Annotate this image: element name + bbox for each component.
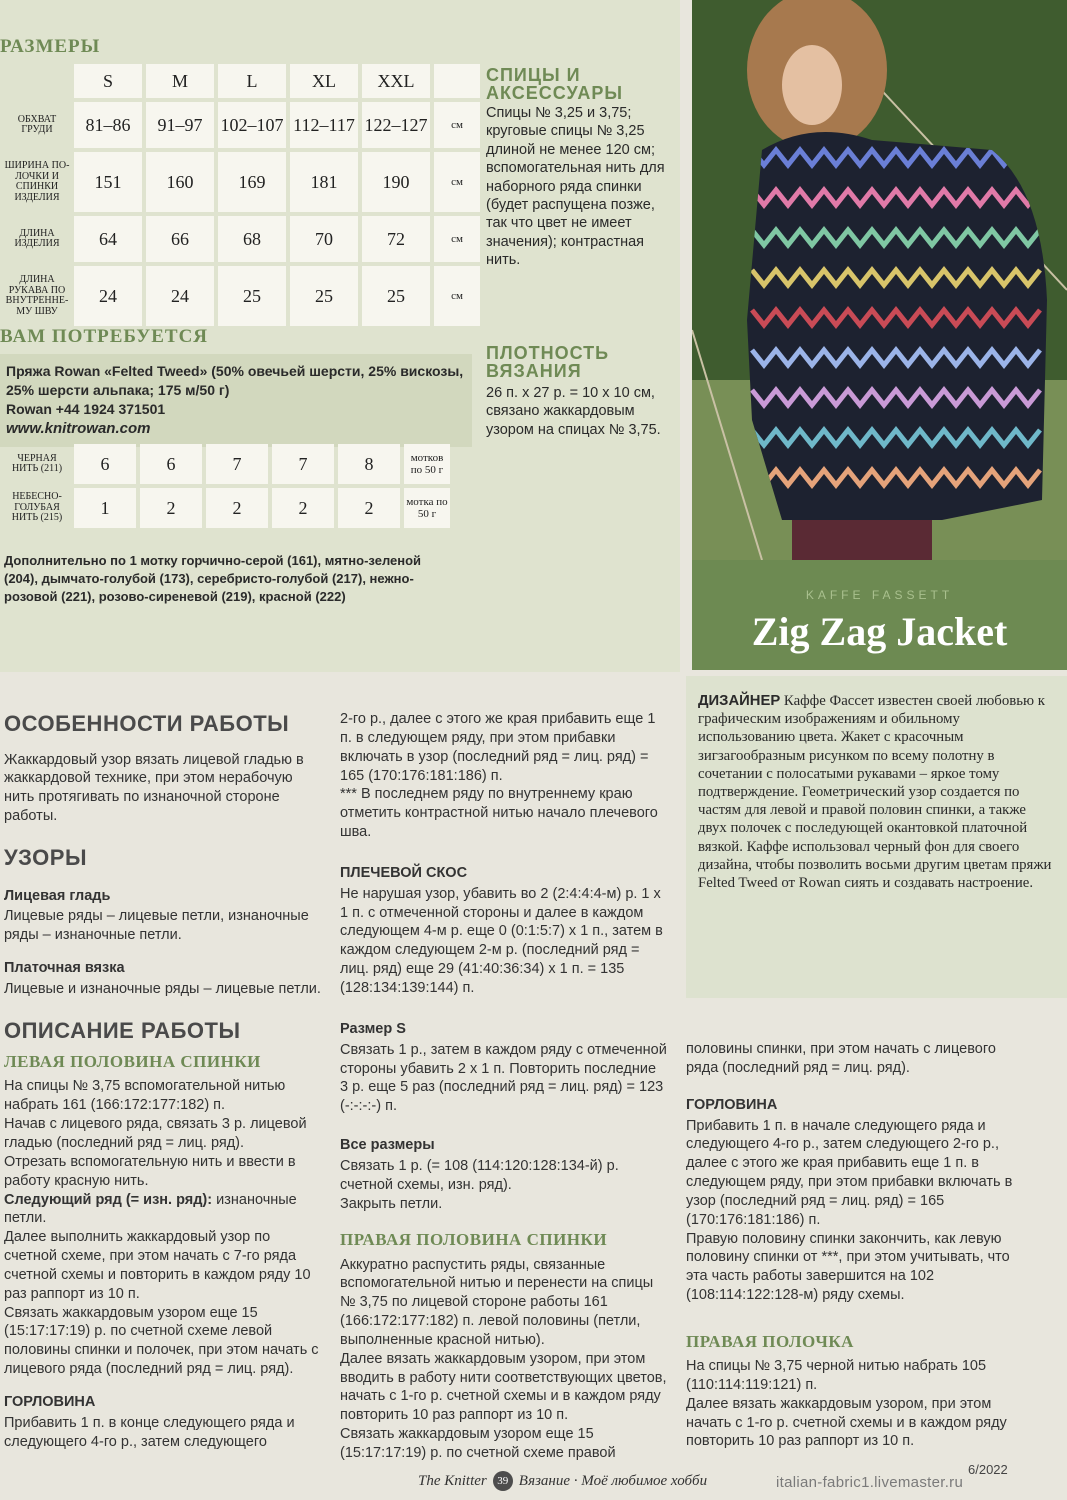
unit-cell: мотков по 50 г bbox=[404, 444, 450, 484]
designer-text: Каффе Фассет известен своей любовью к графическим изображениям и обильному использованию цвета. Жакет с красочным зигзагообразным рисунком по всему полотну в сочетании с полосатыми рукавами – яркое тому подтверждение. Геометрический узор создается по частям для левой и правой половин спинки, а также двух полочек с последующей окантовкой платочной вязкой. Каффе использовал черный фон для своего дизайна, чтобы позволить восьми другим цветам пряжи Felted Tweed от Rowan сиять и создавать настроение. bbox=[698, 693, 1052, 891]
table-row bbox=[4, 488, 450, 528]
row-label: ЧЕРНАЯ НИТЬ (211) bbox=[11, 452, 63, 474]
cell: 70 bbox=[290, 216, 358, 262]
cell: 25 bbox=[218, 266, 286, 326]
yarn-info bbox=[0, 354, 472, 447]
features-title: ОСОБЕННОСТИ РАБОТЫ bbox=[4, 711, 290, 736]
cell: 66 bbox=[146, 216, 214, 262]
cell: 2 bbox=[338, 488, 400, 528]
size-header: S bbox=[74, 64, 142, 98]
table-row bbox=[4, 216, 480, 262]
neck-title-right: ГОРЛОВИНА bbox=[686, 1096, 778, 1113]
paragraph: Не нарушая узор, убавить во 2 (2:4:4:4-м) р. 1 х 1 п. с отмеченной стороны и далее в каждом следующем 4-м р. еще 0 (0:1:5:7) х 1 п., затем в каждом следующем 2-м р. (последний ряд = лиц. ряд) еще 29 (41:40:36:34) х 1 п. = 135 (128:134:139:144) п. bbox=[340, 885, 663, 996]
description-title: ОПИСАНИЕ РАБОТЫ bbox=[4, 1017, 241, 1043]
gauge-title: ПЛОТНОСТЬ ВЯЗАНИЯ bbox=[486, 343, 610, 381]
title-band bbox=[692, 560, 1067, 670]
designer-name: KAFFE FASSETT bbox=[805, 588, 954, 602]
cell: 7 bbox=[272, 444, 334, 484]
cell: 64 bbox=[74, 216, 142, 262]
pattern-title: Zig Zag Jacket bbox=[751, 609, 1008, 654]
paragraph: Далее вязать жаккардовым узором, при этом начать с 1-го р. счетной схемы и в каждом ряду повторить 10 раз раппорт из 10 п. bbox=[686, 1395, 1007, 1450]
paragraph: На спицы № 3,75 вспомогательной нитью набрать 161 (166:172:177:182) п. bbox=[4, 1078, 286, 1114]
cell: 24 bbox=[146, 266, 214, 326]
gauge-text: 26 п. х 27 р. = 10 х 10 см, связано жаккардовым узором на спицах № 3,75. bbox=[486, 385, 661, 438]
cell: 81–86 bbox=[74, 102, 142, 148]
extra-yarn-note: Дополнительно по 1 мотку горчично-серой (161), мятно-зеленой (204), дымчато-голубой (173), серебристо-голубой (217), нежно-розовой (221), розово-сиреневой (219), красной (222) bbox=[4, 553, 422, 605]
paragraph: Прибавить 1 п. в конце следующего ряда и следующего 4-го р., затем следующего bbox=[4, 1414, 295, 1450]
yarn-table bbox=[0, 440, 454, 532]
cell: 6 bbox=[140, 444, 202, 484]
column-3 bbox=[686, 1040, 1016, 1451]
paragraph: Аккуратно распустить ряды, связанные вспомогательной нитью и перенести на спицы № 3,75 по лицевой стороне работы 161 (166:172:177:182) п. левой половины (петли, выполненные красной нитью). bbox=[340, 1256, 654, 1348]
paragraph: Отрезать вспомогательную нить и ввести в работу красную нить. bbox=[4, 1153, 296, 1189]
column-1 bbox=[4, 710, 322, 1452]
cell: 102–107 bbox=[218, 102, 286, 148]
cell: 6 bbox=[74, 444, 136, 484]
paragraph: Связать 1 р. (= 108 (114:120:128:134-й) р. счетной схемы, изн. ряд). bbox=[340, 1157, 619, 1193]
size-header: L bbox=[218, 64, 286, 98]
table-row bbox=[4, 266, 480, 326]
cell: 160 bbox=[146, 152, 214, 212]
cell: 2 bbox=[206, 488, 268, 528]
left-back-title: ЛЕВАЯ ПОЛОВИНА СПИНКИ bbox=[4, 1052, 261, 1072]
next-row-label: Следующий ряд (= изн. ряд): bbox=[4, 1191, 213, 1208]
paragraph bbox=[4, 1191, 322, 1229]
materials-title: ВАМ ПОТРЕБУЕТСЯ bbox=[0, 326, 209, 347]
column-2 bbox=[340, 710, 668, 1463]
right-front-title: ПРАВАЯ ПОЛОЧКА bbox=[686, 1331, 854, 1351]
paragraph: Далее вязать жаккардовым узором, при этом вводить в работу нити соответствующих цветов, начать с 1-го р. счетной схемы и в каждом ряду повторить 10 раз раппорт из 10 п. bbox=[340, 1350, 667, 1424]
page-footer bbox=[418, 1468, 798, 1494]
neck-title: ГОРЛОВИНА bbox=[4, 1393, 96, 1410]
cell: 91–97 bbox=[146, 102, 214, 148]
yarn-phone: Rowan +44 1924 371501 bbox=[6, 400, 166, 417]
row-label: ДЛИНА ИЗДЕЛИЯ bbox=[14, 227, 60, 249]
designer-box bbox=[686, 676, 1067, 998]
cell: 25 bbox=[362, 266, 430, 326]
unit-cell: см bbox=[434, 102, 480, 148]
cell: 181 bbox=[290, 152, 358, 212]
shoulder-title: ПЛЕЧЕВОЙ СКОС bbox=[340, 864, 468, 881]
paragraph: *** В последнем ряду по внутреннему краю отметить контрастной нитью начало плечевого шва. bbox=[340, 786, 658, 841]
paragraph: Правую половину спинки закончить, как левую половину спинки от ***, при этом учитывать, что эта часть работы завершится на 102 (108:114:122:128-м) ряду схемы. bbox=[686, 1230, 1010, 1304]
jacket-photo bbox=[692, 0, 1067, 560]
next-row-text: изнаночные петли. bbox=[4, 1191, 297, 1227]
row-label: ОБХВАТ ГРУДИ bbox=[17, 113, 57, 135]
cell: 24 bbox=[74, 266, 142, 326]
issue-number: 6/2022 bbox=[968, 1462, 1008, 1477]
specs-panel bbox=[0, 0, 680, 672]
paragraph: Закрыть петли. bbox=[340, 1195, 443, 1212]
paragraph: Начав с лицевого ряда, связать 3 р. лицевой гладью (последний ряд = лиц. ряд). bbox=[4, 1116, 307, 1151]
paragraph: Прибавить 1 п. в начале следующего ряда и следующего 4-го р., затем следующего 2-го р., далее с этого же края прибавить еще 1 п. в следующем ряду, при этом прибавки включать в узор (последний ряд = лиц. ряд) = 165 (170:176:181:186) п. bbox=[686, 1117, 1013, 1228]
sizes-title: РАЗМЕРЫ bbox=[0, 36, 101, 57]
size-header: XL bbox=[290, 64, 358, 98]
features-text: Жаккардовый узор вязать лицевой гладью в жаккардовой технике, при этом нерабочую нить протягивать по изнаночной стороне работы. bbox=[4, 751, 304, 825]
cell: 2 bbox=[140, 488, 202, 528]
row-label: НЕБЕСНО-ГОЛУБАЯ НИТЬ (215) bbox=[11, 491, 63, 524]
needles-text: Спицы № 3,25 и 3,75; круговые спицы № 3,25 длиной не менее 120 см; вспомогательная нить для наборного ряда спинки (будет распущена позже, так что цвет не имеет значения); контрастная нить. bbox=[486, 105, 665, 269]
paragraph: Связать 1 р., затем в каждом ряду с отмеченной стороны убавить 2 х 1 п. Повторить последние 3 р. еще 5 раз (последний ряд = лиц. ряд) = 123 (-:-:-:-) п. bbox=[340, 1041, 667, 1115]
row-label: ДЛИНА РУКАВА ПО ВНУТРЕННЕМУ ШВУ bbox=[5, 274, 69, 317]
all-sizes-title: Все размеры bbox=[340, 1137, 435, 1154]
table-row bbox=[4, 102, 480, 148]
unit-cell: см bbox=[434, 266, 480, 326]
sizes-table bbox=[0, 60, 484, 330]
stockinette-title: Лицевая гладь bbox=[4, 887, 111, 904]
yarn-website: www.knitrowan.com bbox=[6, 419, 151, 437]
garter-text: Лицевые и изнаночные ряды – лицевые петли. bbox=[4, 980, 321, 997]
cell: 68 bbox=[218, 216, 286, 262]
row-label: ШИРИНА ПОЛОЧКИ И СПИНКИ ИЗДЕЛИЯ bbox=[4, 160, 70, 203]
paragraph: Связать жаккардовым узором еще 15 (15:17:17:19) р. по счетной схеме правой bbox=[340, 1426, 616, 1461]
cell: 122–127 bbox=[362, 102, 430, 148]
paragraph: 2-го р., далее с этого же края прибавить еще 1 п. в следующем ряду, при этом прибавки включать в узор (последний ряд = лиц. ряд) = 165 (170:176:181:186) п. bbox=[340, 711, 656, 784]
unit-cell: см bbox=[434, 152, 480, 212]
unit-cell: мотка по 50 г bbox=[404, 488, 450, 528]
rubric: Вязание · Моё любимое хобби bbox=[518, 1472, 708, 1489]
cell: 8 bbox=[338, 444, 400, 484]
size-header: M bbox=[146, 64, 214, 98]
cell: 25 bbox=[290, 266, 358, 326]
cell: 151 bbox=[74, 152, 142, 212]
paragraph: Связать жаккардовым узором еще 15 (15:17:17:19) р. по счетной схеме левой половины спинки и полочек, при этом начать с лицевого ряда (последний ряд = лиц. ряд). bbox=[4, 1304, 319, 1378]
page-number: 39 bbox=[493, 1471, 513, 1491]
model-illustration bbox=[692, 0, 1067, 560]
table-row bbox=[4, 444, 450, 484]
magazine-name: The Knitter bbox=[418, 1472, 487, 1489]
cell: 169 bbox=[218, 152, 286, 212]
unit-cell: см bbox=[434, 216, 480, 262]
garter-title: Платочная вязка bbox=[4, 960, 125, 977]
paragraph: Далее выполнить жаккардовый узор по счетной схеме, при этом начать с 7-го ряда счетной схемы и повторить в каждом ряду 10 раз раппорт из 10 п. bbox=[4, 1229, 311, 1302]
cell: 72 bbox=[362, 216, 430, 262]
cell: 112–117 bbox=[290, 102, 358, 148]
stockinette-text: Лицевые ряды – лицевые петли, изнаночные ряды – изнаночные петли. bbox=[4, 908, 309, 944]
cell: 190 bbox=[362, 152, 430, 212]
watermark: italian-fabric1.livemaster.ru bbox=[776, 1474, 964, 1491]
table-row bbox=[4, 152, 480, 212]
needles-title: СПИЦЫ И АКСЕССУАРЫ bbox=[486, 65, 623, 103]
cell: 2 bbox=[272, 488, 334, 528]
paragraph: На спицы № 3,75 черной нитью набрать 105 (110:114:119:121) п. bbox=[686, 1358, 987, 1393]
paragraph: половины спинки, при этом начать с лицевого ряда (последний ряд = лиц. ряд). bbox=[686, 1041, 996, 1076]
yarn-description: Пряжа Rowan «Felted Tweed» (50% овечьей шерсти, 25% вискозы, 25% шерсти альпака; 175 м/50 г) bbox=[6, 363, 464, 398]
cell: 1 bbox=[74, 488, 136, 528]
size-s-title: Размер S bbox=[340, 1020, 406, 1037]
cell: 7 bbox=[206, 444, 268, 484]
size-header: XXL bbox=[362, 64, 430, 98]
designer-lead: ДИЗАЙНЕР bbox=[698, 693, 781, 709]
patterns-title: УЗОРЫ bbox=[4, 844, 88, 870]
right-back-title: ПРАВАЯ ПОЛОВИНА СПИНКИ bbox=[340, 1230, 608, 1250]
